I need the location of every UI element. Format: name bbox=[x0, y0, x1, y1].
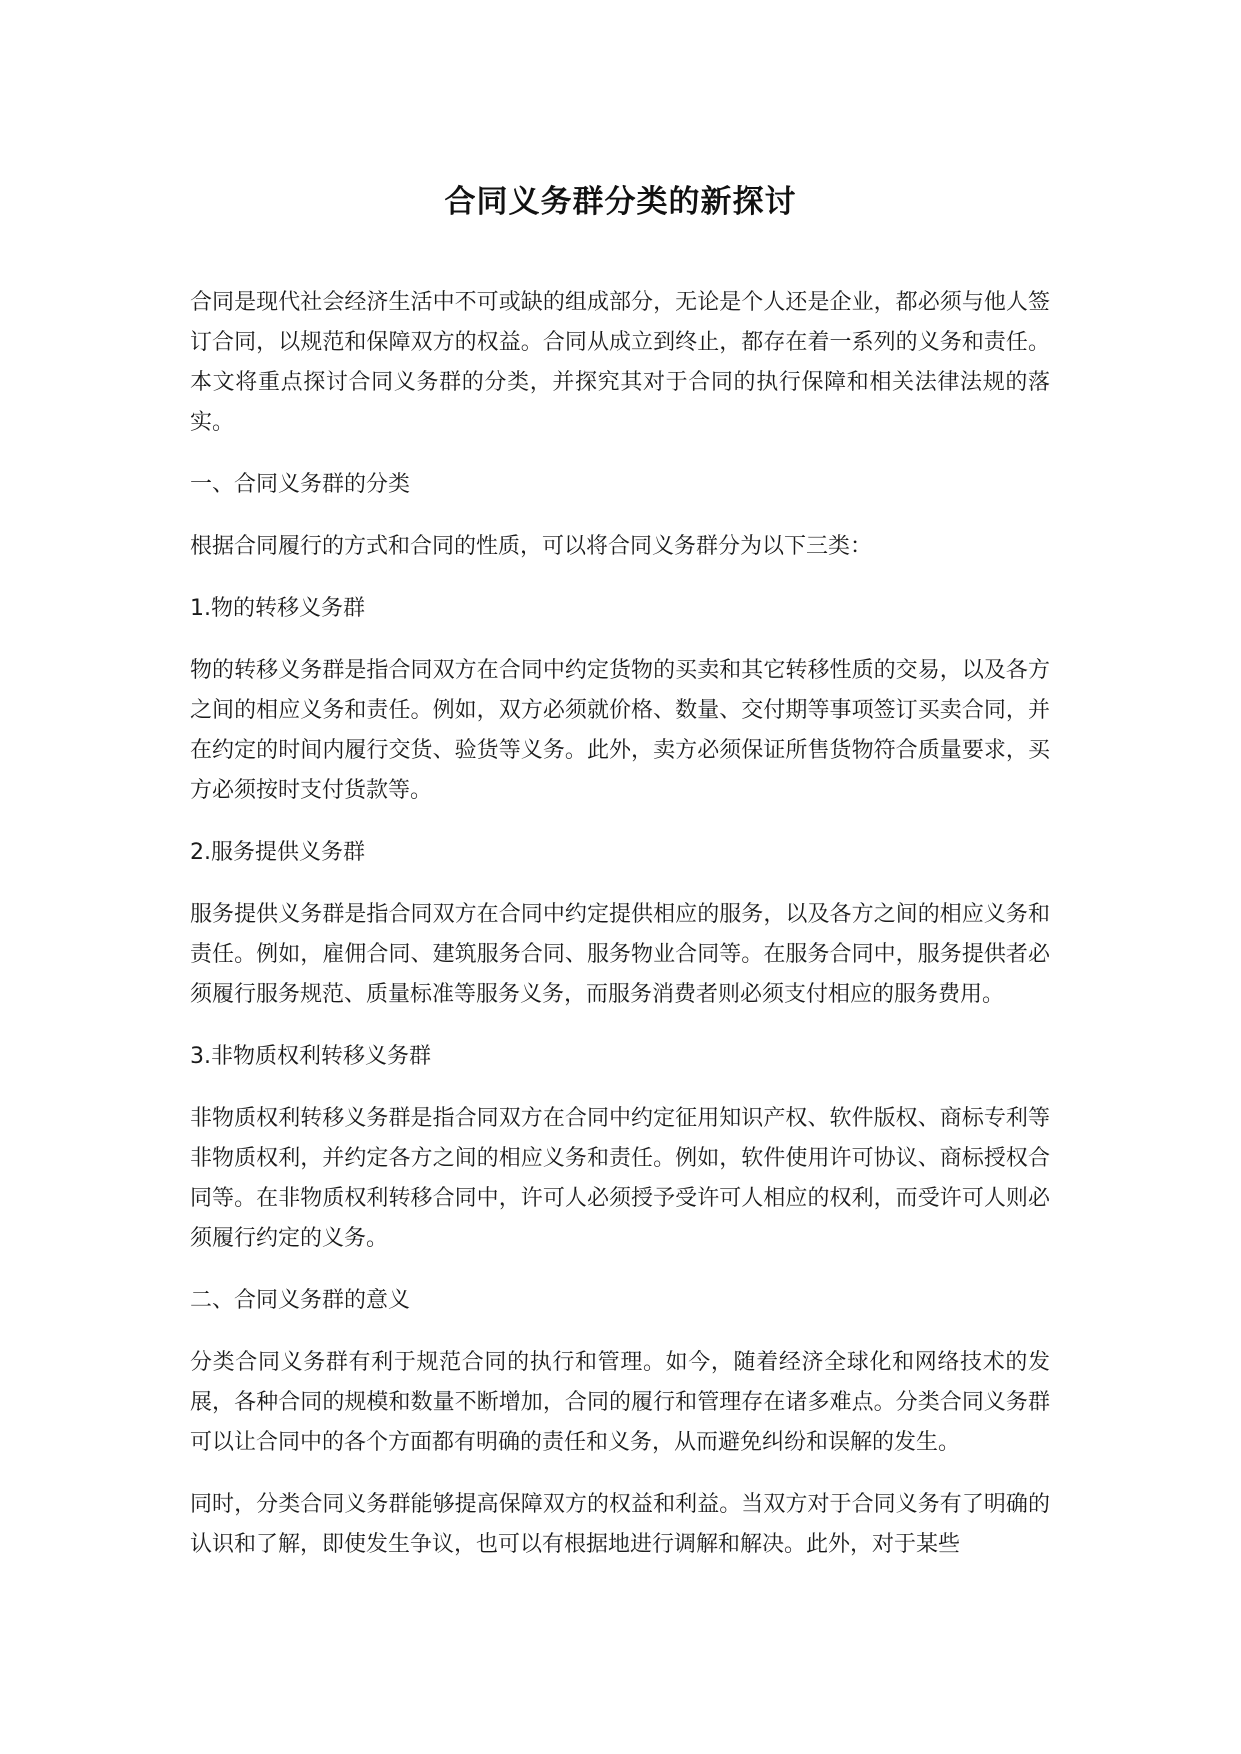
paragraph-significance-2: 同时，分类合同义务群能够提高保障双方的权益和利益。当双方对于合同义务有了明确的认识和了解，即使发生争议，也可以有根据地进行调解和解决。此外，对于某些 bbox=[190, 1492, 1050, 1557]
subheading-intangible-rights: 3.非物质权利转移义务群 bbox=[190, 1044, 431, 1069]
paragraph-goods-transfer: 物的转移义务群是指合同双方在合同中约定货物的买卖和其它转移性质的交易，以及各方之间的相应义务和责任。例如，双方必须就价格、数量、交付期等事项签订买卖合同，并在约定的时间内履行交货、验货等义务。此外，卖方必须保证所售货物符合质量要求，买方必须按时支付货款等。 bbox=[190, 658, 1050, 803]
subheading-service-provision: 2.服务提供义务群 bbox=[190, 840, 365, 865]
section-heading-significance: 二、合同义务群的意义 bbox=[190, 1288, 411, 1313]
paragraph-intro: 合同是现代社会经济生活中不可或缺的组成部分，无论是个人还是企业，都必须与他人签订合同，以规范和保障双方的权益。合同从成立到终止，都存在着一系列的义务和责任。本文将重点探讨合同义务群的分类，并探究其对于合同的执行保障和相关法律法规的落实。 bbox=[190, 290, 1050, 435]
subheading-goods-transfer: 1.物的转移义务群 bbox=[190, 596, 365, 621]
document-title: 合同义务群分类的新探讨 bbox=[444, 184, 797, 220]
paragraph-service-provision: 服务提供义务群是指合同双方在合同中约定提供相应的服务，以及各方之间的相应义务和责任。例如，雇佣合同、建筑服务合同、服务物业合同等。在服务合同中，服务提供者必须履行服务规范、质量标准等服务义务，而服务消费者则必须支付相应的服务费用。 bbox=[190, 902, 1050, 1007]
paragraph-intangible-rights: 非物质权利转移义务群是指合同双方在合同中约定征用知识产权、软件版权、商标专利等非物质权利，并约定各方之间的相应义务和责任。例如，软件使用许可协议、商标授权合同等。在非物质权利转移合同中，许可人必须授予受许可人相应的权利，而受许可人则必须履行约定的义务。 bbox=[190, 1106, 1050, 1251]
paragraph-significance-1: 分类合同义务群有利于规范合同的执行和管理。如今，随着经济全球化和网络技术的发展，各种合同的规模和数量不断增加，合同的履行和管理存在诸多难点。分类合同义务群可以让合同中的各个方面都有明确的责任和义务，从而避免纠纷和误解的发生。 bbox=[190, 1350, 1050, 1455]
paragraph-classification-lead: 根据合同履行的方式和合同的性质，可以将合同义务群分为以下三类： bbox=[190, 534, 873, 559]
document-body bbox=[190, 283, 1050, 1587]
section-heading-classification: 一、合同义务群的分类 bbox=[190, 472, 411, 497]
